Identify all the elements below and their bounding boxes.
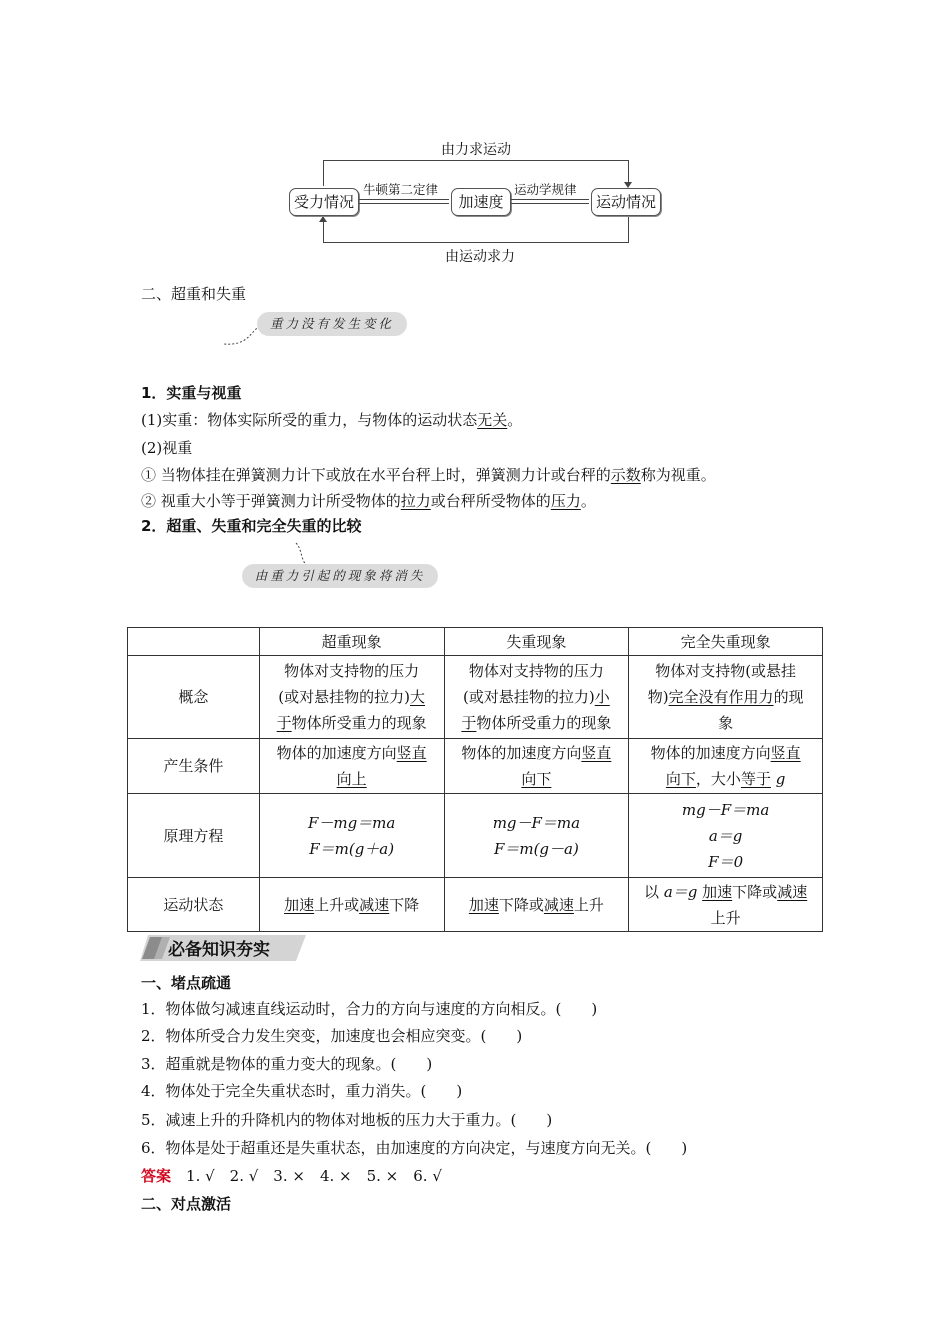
table-cell: 加速下降或减速上升 (444, 878, 629, 932)
row-label-condition: 产生条件 (128, 739, 260, 794)
box-force-situation: 受力情况 (289, 188, 359, 216)
item1-title: 1．实重与视重 (141, 384, 242, 402)
item1-real-weight: (1)实重：物体实际所受的重力，与物体的运动状态无关。 (141, 411, 523, 429)
item1-apparent-weight: (2)视重 (141, 439, 193, 457)
table-header-cell (128, 628, 260, 656)
list-item: 6．物体是处于超重还是失重状态，由加速度的方向决定，与速度方向无关。( ) (141, 1139, 688, 1157)
table-row (128, 656, 823, 739)
double-arrow-line-2b (511, 203, 589, 204)
table-header-cell: 失重现象 (444, 628, 629, 656)
answer-line (141, 1166, 442, 1186)
comparison-table (127, 627, 823, 932)
table-header-cell: 超重现象 (259, 628, 444, 656)
table-cell: 物体的加速度方向竖直 向下，大小等于 g (629, 739, 823, 794)
item1-clause-1: ① 当物体挂在弹簧测力计下或放在水平台秤上时，弹簧测力计或台秤的示数称为视重。 (141, 466, 716, 484)
diagram-top-left-line (323, 160, 324, 186)
list-item: 4．物体处于完全失重状态时，重力消失。( ) (141, 1082, 463, 1100)
table-header-row (128, 628, 823, 656)
list-item: 5．减速上升的升降机内的物体对地板的压力大于重力。( ) (141, 1111, 553, 1129)
row-label-equation: 原理方程 (128, 794, 260, 878)
newton-law-label: 牛顿第二定律 (363, 182, 439, 197)
section-heading-overweight: 二、超重和失重 (141, 285, 247, 303)
table-cell: 物体对支持物的压力 (或对悬挂物的拉力)小 于物体所受重力的现象 (444, 656, 629, 739)
subheading-clear-points: 一、堵点疏通 (141, 974, 232, 992)
row-label-concept: 概念 (128, 656, 260, 739)
item1-clause-2: ② 视重大小等于弹簧测力计所受物体的拉力或台秤所受物体的压力。 (141, 492, 596, 510)
section-banner-title: 必备知识夯实 (168, 940, 270, 960)
answer-label: 答案 (141, 1167, 172, 1185)
handwritten-note-gravity-effects-vanish: 由重力引起的现象将消失 (242, 564, 438, 588)
table-cell: 加速上升或减速下降 (259, 878, 444, 932)
list-item: 3．超重就是物体的重力变大的现象。( ) (141, 1055, 433, 1073)
double-arrow-line-1a (359, 199, 449, 200)
double-arrow-line-1b (359, 203, 449, 204)
table-cell: 以 a＝g 加速下降或减速 上升 (629, 878, 823, 932)
box-motion-situation: 运动情况 (591, 188, 661, 216)
table-cell: 物体对支持物的压力 (或对悬挂物的拉力)大 于物体所受重力的现象 (259, 656, 444, 739)
table-cell: mg－F＝ma F＝m(g－a) (444, 794, 629, 878)
diagram-bottom-right-line (628, 216, 629, 243)
table-cell: mg－F＝ma a＝g F＝0 (629, 794, 823, 878)
table-cell: 物体对支持物(或悬挂 物)完全没有作用力的现 象 (629, 656, 823, 739)
handwritten-note-gravity-unchanged: 重力没有发生变化 (257, 312, 407, 336)
list-item: 2．物体所受合力发生突变，加速度也会相应突变。( ) (141, 1027, 523, 1045)
table-row (128, 878, 823, 932)
subheading-activate: 二、对点激活 (141, 1195, 232, 1213)
table-row (128, 739, 823, 794)
table-row (128, 794, 823, 878)
list-item: 1．物体做匀减速直线运动时，合力的方向与速度的方向相反。( ) (141, 1000, 598, 1018)
diagram-bottom-line (323, 242, 629, 243)
double-arrow-line-2a (511, 199, 589, 200)
diagram-top-line (323, 160, 629, 161)
table-cell: 物体的加速度方向竖直 向上 (259, 739, 444, 794)
row-label-motion: 运动状态 (128, 878, 260, 932)
table-cell: F－mg＝ma F＝m(g＋a) (259, 794, 444, 878)
item2-title: 2．超重、失重和完全失重的比较 (141, 517, 362, 535)
kinematics-law-label: 运动学规律 (514, 182, 577, 197)
box-acceleration: 加速度 (451, 188, 511, 216)
table-header-cell: 完全失重现象 (629, 628, 823, 656)
diagram-bottom-label: 由运动求力 (445, 249, 515, 265)
answer-text: 1. √ 2. √ 3. × 4. × 5. × 6. √ (186, 1167, 442, 1185)
diagram-top-label: 由力求运动 (441, 142, 511, 158)
table-cell: 物体的加速度方向竖直 向下 (444, 739, 629, 794)
arrow-up-icon (319, 216, 327, 222)
